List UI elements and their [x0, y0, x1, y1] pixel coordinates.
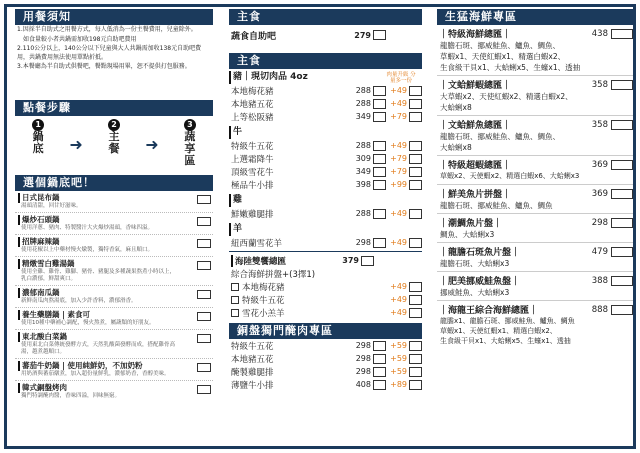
- upgrade-price: +49: [390, 209, 407, 218]
- item-checkbox[interactable]: [373, 99, 386, 109]
- pot-item: [15, 308, 213, 330]
- menu-frame: [4, 4, 636, 449]
- seafood-checkbox[interactable]: [611, 218, 633, 228]
- pot-item: [15, 286, 213, 308]
- combo-description: 綜合海鮮拼盤+(3擇1): [231, 269, 316, 280]
- seafood-line: 草蝦x1、天使紅蝦x1、精選白蝦x2、: [440, 52, 566, 61]
- menu-row: [229, 165, 422, 178]
- arrow-right-icon: ➜: [145, 135, 159, 154]
- upgrade-cell: [386, 209, 422, 219]
- item-price: 288: [355, 99, 371, 108]
- pot-name: 精燉雪白雞湯鍋: [18, 259, 213, 269]
- menu-row: [229, 139, 422, 152]
- item-name: 本地豬五花: [231, 354, 274, 365]
- upgrade-price: +79: [390, 167, 407, 176]
- item-price: 288: [355, 86, 371, 95]
- seafood-name-text: 文蛤鮮蝦總匯: [448, 81, 503, 91]
- seafood-contents: [439, 316, 633, 346]
- seafood-head: [439, 303, 633, 316]
- pot-name: 韓式銅盤烤肉: [18, 383, 213, 393]
- item-name: 上等松阪豬: [231, 112, 274, 123]
- upgrade-cell: [386, 282, 422, 292]
- upgrade-checkbox[interactable]: [409, 295, 422, 305]
- upgrade-cell: [386, 341, 422, 351]
- steps-header: 點餐步驟: [15, 100, 213, 116]
- middle-column: [229, 9, 422, 391]
- pot-checkbox[interactable]: [197, 312, 211, 321]
- item-price: 298: [355, 354, 371, 363]
- item-name: 極品牛小排: [231, 180, 274, 191]
- seafood-checkbox[interactable]: [611, 29, 633, 39]
- seafood-contents: [439, 131, 633, 153]
- item-price: 298: [355, 341, 371, 350]
- seafood-line: 龍膽石斑、挪威鮭魚、鱸魚、鯛魚、: [440, 41, 560, 50]
- upgrade-hint: 肉量升級 分量多一份: [386, 72, 416, 84]
- pot-name: 蕃茄牛奶鍋 | 使用純鮮奶，不加奶粉: [18, 361, 213, 371]
- item-name: 本地豬五花: [231, 99, 274, 110]
- pot-item: [15, 381, 213, 402]
- menu-row: [229, 378, 422, 391]
- pork-heading: 豬｜現切肉品 4oz: [229, 71, 422, 84]
- option-checkbox[interactable]: [231, 283, 239, 291]
- seafood-item: [437, 243, 633, 272]
- seafood-contents: [439, 229, 633, 240]
- menu-row: [229, 84, 422, 97]
- seafood-name: ｜特級超蝦總匯｜: [439, 161, 512, 171]
- item-price: 298: [355, 238, 371, 247]
- seafood-contents: [439, 91, 633, 113]
- step-number: 3: [184, 119, 196, 131]
- order-steps: [15, 119, 213, 173]
- combo-desc: [229, 267, 422, 280]
- upgrade-cell: [386, 380, 422, 390]
- step-label: 蔬享區: [184, 130, 196, 167]
- pot-checkbox[interactable]: [197, 290, 211, 299]
- step-3: [175, 119, 205, 167]
- upgrade-price: +59: [390, 367, 407, 376]
- seafood-line: 龍膽x1、龍膽石斑、挪威鮭魚、鱸魚、鯛魚: [440, 317, 575, 325]
- menu-row: [229, 152, 422, 165]
- seafood-name-text: 潮鯛魚片盤: [448, 219, 494, 229]
- pot-item: [15, 257, 213, 286]
- pot-item: [15, 330, 213, 359]
- upgrade-checkbox[interactable]: [409, 354, 422, 364]
- pot-desc: 獨門特調醃肉醬，香味四溢，回味無窮。: [21, 393, 121, 399]
- item-name: 特級牛五花: [231, 341, 274, 352]
- item-name: 薄鹽牛小排: [231, 380, 274, 391]
- seafood-name-text: 鮮美魚片拼盤: [448, 190, 503, 200]
- upgrade-price: +89: [390, 380, 407, 389]
- seafood-line: 大蛤蜊x8: [440, 143, 472, 152]
- pot-item: [15, 359, 213, 381]
- upgrade-checkbox[interactable]: [409, 341, 422, 351]
- pot-desc: 使用洋蔥、豬肉、特製醬汁大火爆炒湯頭，香味四溢。: [21, 225, 154, 231]
- pot-checkbox[interactable]: [197, 195, 211, 204]
- option-checkbox[interactable]: [231, 309, 239, 317]
- seafood-line: 鯛魚、大蛤蜊x3: [440, 230, 495, 239]
- item-checkbox[interactable]: [373, 238, 386, 248]
- seafood-checkbox[interactable]: [611, 247, 633, 257]
- seafood-name-text: 肥美挪威鮭魚盤: [448, 277, 512, 287]
- item-price: 379: [342, 256, 359, 265]
- seafood-head: [439, 118, 633, 131]
- seafood-name-text: 特級海鮮總匯: [448, 30, 503, 40]
- item-checkbox[interactable]: [373, 180, 386, 190]
- item-checkbox[interactable]: [373, 30, 386, 40]
- item-checkbox[interactable]: [373, 154, 386, 164]
- seafood-name: ｜潮鯛魚片盤｜: [439, 219, 503, 229]
- main-header-1: 主食: [229, 9, 422, 25]
- step-label: 主餐: [108, 130, 120, 155]
- pot-item: [15, 235, 213, 257]
- combo-option: [229, 280, 422, 293]
- arrow-right-icon: ➜: [69, 135, 83, 154]
- left-column: [15, 9, 213, 402]
- upgrade-cell: [386, 238, 422, 248]
- notice-line: 2.110公分以上，140公分以下兒童與大人共鍋需加收138元自助吧費用，共鍋費用無法使用單點折抵。: [17, 45, 202, 61]
- upgrade-checkbox[interactable]: [409, 141, 422, 151]
- pot-desc: 新鮮南瓜肉熬湯底，加入少許香料，濃郁滑香。: [21, 298, 137, 304]
- upgrade-checkbox[interactable]: [409, 154, 422, 164]
- upgrade-cell: [386, 99, 422, 109]
- pot-desc: 使用花椒以上中藥材慢火燉製，獨特香氣，麻且順口。: [21, 247, 154, 253]
- item-name: 鮮嫩雞腿排: [231, 209, 274, 220]
- item-checkbox[interactable]: [373, 380, 386, 390]
- pot-name: 爆炒石頭鍋: [18, 215, 213, 225]
- pot-name: 日式昆布鍋: [18, 193, 213, 203]
- seafood-head: [439, 245, 633, 258]
- upgrade-cell: [386, 354, 422, 364]
- divider: [229, 251, 422, 252]
- upgrade-price: +49: [390, 282, 407, 291]
- seafood-price: 369: [591, 159, 608, 170]
- combo-option: [229, 293, 422, 306]
- seafood-head: [439, 187, 633, 200]
- seafood-checkbox[interactable]: [611, 305, 633, 315]
- seafood-item: [437, 185, 633, 214]
- notice-header: 用餐須知: [15, 9, 213, 25]
- option-name: 本地梅花豬: [242, 282, 285, 293]
- seafood-price: 358: [591, 79, 608, 90]
- seafood-contents: [439, 258, 633, 269]
- seafood-price: 298: [591, 217, 608, 228]
- seafood-contents: [439, 200, 633, 211]
- pot-checkbox[interactable]: [197, 261, 211, 270]
- seafood-head: [439, 274, 633, 287]
- seafood-head: [439, 158, 633, 171]
- seafood-line: 龍膽石斑、挪威鮭魚、鱸魚、鯛魚、: [440, 132, 560, 141]
- upgrade-cell: [386, 141, 422, 151]
- seafood-item: [437, 25, 633, 76]
- combo-row: [229, 254, 422, 267]
- notice-line: 1.因採半自助式之用餐方式，每人低消為一份主餐費用，兒童除外。: [17, 26, 197, 33]
- seafood-price: 479: [591, 246, 608, 257]
- seafood-line: 草蝦x2、天使蝦x2、精選白蝦x6、大蛤蜊x3: [440, 172, 580, 180]
- upgrade-checkbox[interactable]: [409, 99, 422, 109]
- upgrade-price: +59: [390, 341, 407, 350]
- upgrade-price: +49: [390, 238, 407, 247]
- upgrade-checkbox[interactable]: [409, 238, 422, 248]
- seafood-item: [437, 116, 633, 156]
- item-checkbox[interactable]: [373, 141, 386, 151]
- seafood-line: 生食級干貝x1、大蛤蜊x5、生蠔x1、透抽: [440, 337, 571, 345]
- upgrade-checkbox[interactable]: [409, 282, 422, 292]
- seafood-line: 龍膽石斑、挪威鮭魚、鱸魚、鯛魚: [440, 201, 553, 210]
- upgrade-cell: [386, 295, 422, 305]
- seafood-checkbox[interactable]: [611, 276, 633, 286]
- item-name: 特級牛五花: [231, 141, 274, 152]
- upgrade-checkbox[interactable]: [409, 112, 422, 122]
- upgrade-checkbox[interactable]: [409, 86, 422, 96]
- seafood-contents: [439, 40, 633, 73]
- chicken-heading: 雞: [229, 194, 422, 207]
- right-column: [437, 9, 633, 348]
- seafood-contents: [439, 171, 633, 182]
- seafood-line: 挪威鮭魚、大蛤蜊x3: [440, 288, 510, 297]
- pot-list: [15, 191, 213, 402]
- notice-line: 3.本餐廳為半自助式供餐吧，餐點現場用畢，恕不提供打包服務。: [17, 63, 191, 70]
- seafood-name: ｜鮮美魚片拼盤｜: [439, 190, 512, 200]
- seafood-name: ｜肥美挪威鮭魚盤｜: [439, 277, 521, 287]
- seafood-price: 888: [591, 304, 608, 315]
- seafood-price: 438: [591, 28, 608, 39]
- pot-item: [15, 191, 213, 213]
- menu-row: [229, 365, 422, 378]
- item-checkbox[interactable]: [373, 341, 386, 351]
- upgrade-price: +49: [390, 295, 407, 304]
- item-price: 349: [355, 167, 371, 176]
- upgrade-cell: [386, 154, 422, 164]
- pot-name: 濃郁南瓜鍋: [18, 288, 213, 298]
- seafood-head: [439, 216, 633, 229]
- pot-name: 養生藥膳鍋 | 素食可: [18, 310, 213, 320]
- pot-checkbox[interactable]: [197, 385, 211, 394]
- item-name: 蔬食自助吧: [231, 31, 277, 42]
- option-name: 雪花小羔羊: [242, 308, 285, 319]
- upgrade-checkbox[interactable]: [409, 167, 422, 177]
- pot-checkbox[interactable]: [197, 217, 211, 226]
- item-checkbox[interactable]: [361, 256, 374, 266]
- seafood-checkbox[interactable]: [611, 189, 633, 199]
- seafood-contents: [439, 287, 633, 298]
- seafood-name-text: 文蛤鮮魚總匯: [448, 121, 503, 131]
- seafood-line: 大蛤蜊x8: [440, 103, 472, 112]
- item-checkbox[interactable]: [373, 367, 386, 377]
- seafood-line: 大草蝦x2、天使紅蝦x2、精選白蝦x2、: [440, 92, 573, 101]
- seafood-name: ｜特級海鮮總匯｜: [439, 30, 512, 40]
- item-checkbox[interactable]: [373, 209, 386, 219]
- item-price: 298: [355, 367, 371, 376]
- combo-option: [229, 306, 422, 319]
- upgrade-price: +49: [390, 308, 407, 317]
- seafood-price: 388: [591, 275, 608, 286]
- seafood-item: [437, 76, 633, 116]
- step-number: 1: [32, 119, 44, 131]
- item-checkbox[interactable]: [373, 112, 386, 122]
- item-price: 398: [355, 180, 371, 189]
- seafood-name: ｜龍膽石斑魚片盤｜: [439, 248, 521, 258]
- upgrade-checkbox[interactable]: [409, 180, 422, 190]
- menu-row: [229, 207, 422, 220]
- upgrade-price: +49: [390, 99, 407, 108]
- seafood-line: 生食級干貝x1、大蛤蜊x5、生蠔x1、透抽: [440, 63, 581, 72]
- seafood-item: [437, 272, 633, 301]
- beef-heading: 牛: [229, 126, 422, 139]
- item-price: 349: [355, 112, 371, 121]
- item-checkbox[interactable]: [373, 354, 386, 364]
- upgrade-price: +49: [390, 141, 407, 150]
- upgrade-cell: [386, 112, 422, 122]
- seafood-header: 生猛海鮮專區: [437, 9, 633, 25]
- item-price: 309: [355, 154, 371, 163]
- item-name: 紐西蘭雪花羊: [231, 238, 283, 249]
- seafood-name-text: 龍膽石斑魚片盤: [448, 248, 512, 258]
- seafood-name-text: 特級超蝦總匯: [448, 161, 503, 171]
- seafood-name-text: 海龍王綜合海鮮總匯: [448, 306, 530, 316]
- lamb-heading: 羊: [229, 223, 422, 236]
- menu-row: [229, 352, 422, 365]
- upgrade-cell: [386, 367, 422, 377]
- menu-row: [229, 97, 422, 110]
- seafood-checkbox[interactable]: [611, 120, 633, 130]
- upgrade-checkbox[interactable]: [409, 308, 422, 318]
- seafood-head: [439, 27, 633, 40]
- pot-desc: 湯頭清甜，回甘好滋味。: [21, 203, 82, 209]
- item-checkbox[interactable]: [373, 167, 386, 177]
- seafood-price: 358: [591, 119, 608, 130]
- upgrade-checkbox[interactable]: [409, 209, 422, 219]
- upgrade-price: +99: [390, 180, 407, 189]
- pot-name: 招牌麻辣鍋: [18, 237, 213, 247]
- seafood-name: ｜文蛤鮮蝦總匯｜: [439, 81, 512, 91]
- item-price: 408: [355, 380, 371, 389]
- item-price: 279: [354, 30, 371, 40]
- item-name: 本地梅花豬: [231, 86, 274, 97]
- seafood-name: ｜海龍王綜合海鮮總匯｜: [439, 306, 539, 316]
- item-name: 醃製雞腿排: [231, 367, 274, 378]
- seafood-checkbox[interactable]: [611, 80, 633, 90]
- upgrade-cell: [386, 180, 422, 190]
- item-name: 頂級雪花牛: [231, 167, 274, 178]
- pot-desc: 使用全雞、雞骨、雞腳、豬骨、豬腿及多種蔬果熬煮小時以上，乳白濃郁，鮮甜爽口。: [21, 269, 176, 282]
- upgrade-price: +79: [390, 112, 407, 121]
- menu-row: [229, 110, 422, 123]
- item-price: 288: [355, 141, 371, 150]
- upgrade-cell: [386, 167, 422, 177]
- menu-row: [229, 236, 422, 249]
- upgrade-cell: [386, 86, 422, 96]
- seafood-line: 草蝦x1、天使紅蝦x1、精選白蝦x2、: [440, 327, 557, 335]
- upgrade-price: +49: [390, 86, 407, 95]
- pots-header: 選個鍋底吧！: [15, 175, 213, 191]
- step-1: [23, 119, 53, 155]
- buffet-row: [229, 25, 422, 45]
- seafood-name: ｜文蛤鮮魚總匯｜: [439, 121, 512, 131]
- pot-name: 東北酸白菜鍋: [18, 332, 213, 342]
- seafood-head: [439, 78, 633, 91]
- seafood-line: 龍膽石斑、大蛤蜊x3: [440, 259, 510, 268]
- pot-checkbox[interactable]: [197, 363, 211, 372]
- seafood-checkbox[interactable]: [611, 160, 633, 170]
- upgrade-checkbox[interactable]: [409, 367, 422, 377]
- notice-line: 如食量較小者共鍋需加收198元自助吧費用: [23, 35, 137, 43]
- seafood-item: [437, 214, 633, 243]
- item-name: 海陸雙饗總匯: [231, 255, 341, 267]
- pot-checkbox[interactable]: [197, 334, 211, 343]
- pot-desc: 用奶酒與蕃茄燉煮，加入超份量鮮乳，濃郁奶香，香醇美味。: [21, 371, 170, 377]
- upgrade-checkbox[interactable]: [409, 380, 422, 390]
- upgrade-price: +59: [390, 354, 407, 363]
- menu-row: [229, 339, 422, 352]
- item-name: 上選霜降牛: [231, 154, 274, 165]
- item-price: 288: [355, 209, 371, 218]
- pot-desc: 使用10種中藥補心調配，慢火熬煮，屬蔬類的好朋友。: [21, 320, 155, 326]
- seafood-item: [437, 156, 633, 185]
- option-name: 特級牛五花: [242, 295, 285, 306]
- pot-item: [15, 213, 213, 235]
- main-header-2: 主食: [229, 53, 422, 69]
- notice-text: [15, 26, 213, 100]
- menu-row: [229, 178, 422, 191]
- pot-desc: 使用東北白菜傳統發酵方式，天然乳酸菌發酵而成，搭配雞骨高湯，越煮越順口。: [21, 342, 176, 355]
- upgrade-cell: [386, 308, 422, 318]
- step-label: 鍋底: [32, 130, 44, 155]
- marinated-header: 銅盤獨門醃肉專區: [229, 323, 422, 339]
- step-2: [99, 119, 129, 155]
- item-checkbox[interactable]: [373, 86, 386, 96]
- step-number: 2: [108, 119, 120, 131]
- option-checkbox[interactable]: [231, 296, 239, 304]
- seafood-item: [437, 301, 633, 348]
- upgrade-price: +79: [390, 154, 407, 163]
- seafood-price: 369: [591, 188, 608, 199]
- pot-checkbox[interactable]: [197, 239, 211, 248]
